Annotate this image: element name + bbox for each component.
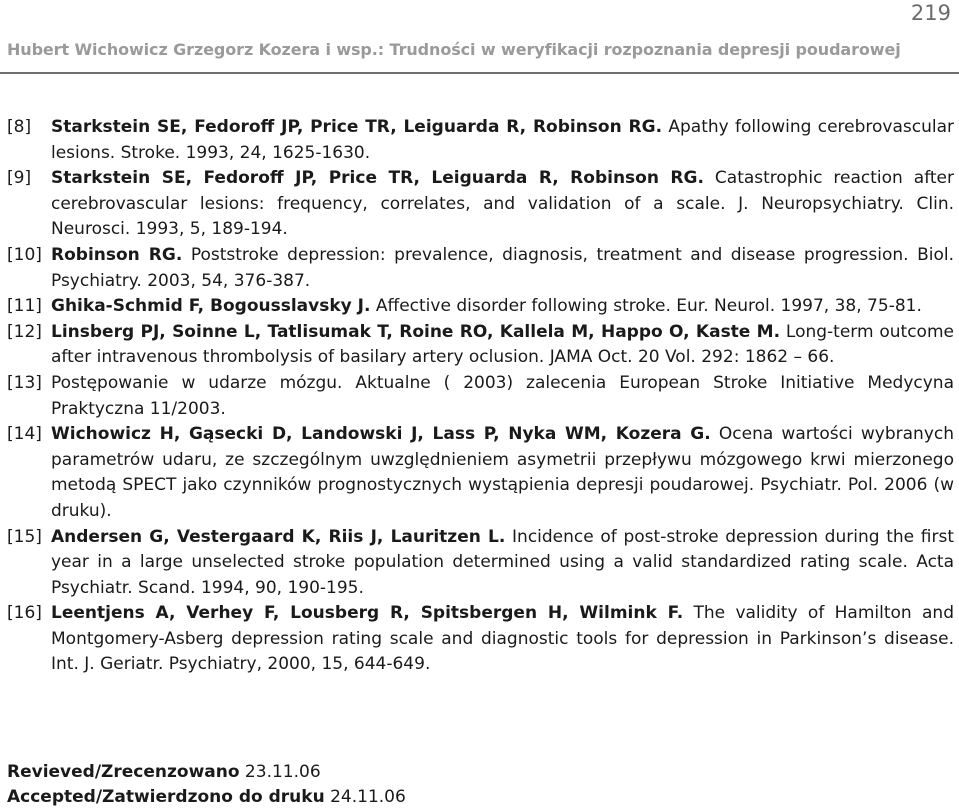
reference-text: Catastrophic reaction after cerebrovascular lesions: frequency, correlates, and validation of a scale. J. Neuropsychiatry. Clin. Neurosci. 1993, 5, 189-194. <box>51 168 954 240</box>
accepted-label: Accepted/Zatwierdzono do druku <box>7 787 325 807</box>
reference-13 <box>7 371 954 422</box>
reference-body <box>51 525 954 602</box>
reference-text: Apathy following cerebrovascular lesions. Stroke. 1993, 24, 1625-1630. <box>51 117 955 163</box>
reference-text: Affective disorder following stroke. Eur. Neurol. 1997, 38, 75-81. <box>370 296 922 317</box>
reference-authors: Andersen G, Vestergaard K, Riis J, Lauritzen L. <box>51 526 506 547</box>
reference-10 <box>7 243 954 294</box>
header-title: Trudności w weryfikacji rozpoznania depresji poudarowej <box>389 40 901 59</box>
reference-authors: Wichowicz H, Gąsecki D, Landowski J, Lass P, Nyka WM, Kozera G. <box>51 424 711 445</box>
reference-number: [8] <box>7 117 32 137</box>
reference-authors: Leentjens A, Verhey F, Lousberg R, Spitsbergen H, Wilmink F. <box>51 603 684 624</box>
page-number: 219 <box>910 1 951 25</box>
reference-15 <box>7 525 954 602</box>
reference-number: [16] <box>7 603 42 624</box>
reference-text: Poststroke depression: prevalence, diagnosis, treatment and disease progression. Biol. Psychiatry. 2003, 54, 376-387. <box>51 244 954 291</box>
reference-16 <box>7 601 954 678</box>
review-dates <box>7 760 406 810</box>
reference-body <box>51 422 954 524</box>
reference-8 <box>7 115 954 166</box>
running-header <box>7 40 952 59</box>
reference-body <box>51 243 954 294</box>
reference-authors: Robinson RG. <box>51 244 183 265</box>
reference-authors: Linsberg PJ, Soinne L, Tatlisumak T, Roine RO, Kallela M, Happo O, Kaste M. <box>51 321 781 342</box>
reviewed-label: Revieved/Zrecenzowano <box>7 762 240 782</box>
reference-number: [11] <box>7 296 42 317</box>
reference-number: [13] <box>7 372 42 393</box>
header-authors: Hubert Wichowicz Grzegorz Kozera i wsp.: <box>7 40 385 59</box>
reference-number: [10] <box>7 244 42 265</box>
reference-9 <box>7 166 954 243</box>
reference-body <box>51 166 954 243</box>
reviewed-line <box>7 760 406 785</box>
reference-number: [14] <box>7 424 42 445</box>
accepted-date: 24.11.06 <box>324 787 406 807</box>
reference-list <box>7 115 954 678</box>
reference-body <box>51 371 954 422</box>
reference-number: [15] <box>7 526 42 547</box>
reference-11 <box>7 294 954 320</box>
reference-body <box>51 115 954 166</box>
reference-authors: Ghika-Schmid F, Bogousslavsky J. <box>51 296 371 317</box>
reference-authors: Starkstein SE, Fedoroff JP, Price TR, Leiguarda R, Robinson RG. <box>51 168 704 189</box>
reference-text: Incidence of post-stroke depression during the first year in a large unselected stroke population determined using a valid standardized rating scale. Acta Psychiatr. Scand. 1994, 90, 190-195. <box>51 526 954 598</box>
reference-text: Postępowanie w udarze mózgu. Aktualne ( 2003) zalecenia European Stroke Initiative Medycyna Praktyczna 11/2003. <box>51 372 954 419</box>
accepted-line <box>7 785 406 810</box>
reference-body <box>51 601 954 678</box>
reference-text: Long-term outcome after intravenous thrombolysis of basilary artery oclusion. JAMA Oct. 20 Vol. 292: 1862 – 66. <box>51 321 954 368</box>
reference-text: Ocena wartości wybranych parametrów udaru, ze szczególnym uwzględnieniem asymetrii przepływu mózgowego krwi mierzonego metodą SPECT jako czynników prognostycznych wystąpienia depresji poudarowej. Psychiatr. Pol. 2006 (w druku). <box>51 424 955 521</box>
reference-12 <box>7 320 954 371</box>
reference-authors: Starkstein SE, Fedoroff JP, Price TR, Leiguarda R, Robinson RG. <box>51 117 663 137</box>
reference-14 <box>7 422 954 524</box>
reference-number: [12] <box>7 321 42 342</box>
reference-number: [9] <box>7 168 32 189</box>
reviewed-date: 23.11.06 <box>239 762 321 782</box>
reference-text: The validity of Hamilton and Montgomery-Asberg depression rating scale and diagnostic tools for depression in Parkinson’s disease. Int. J. Geriatr. Psychiatry, 2000, 15, 644-649. <box>51 603 954 675</box>
header-rule <box>0 72 959 74</box>
reference-body <box>51 320 954 371</box>
reference-body <box>51 294 954 320</box>
